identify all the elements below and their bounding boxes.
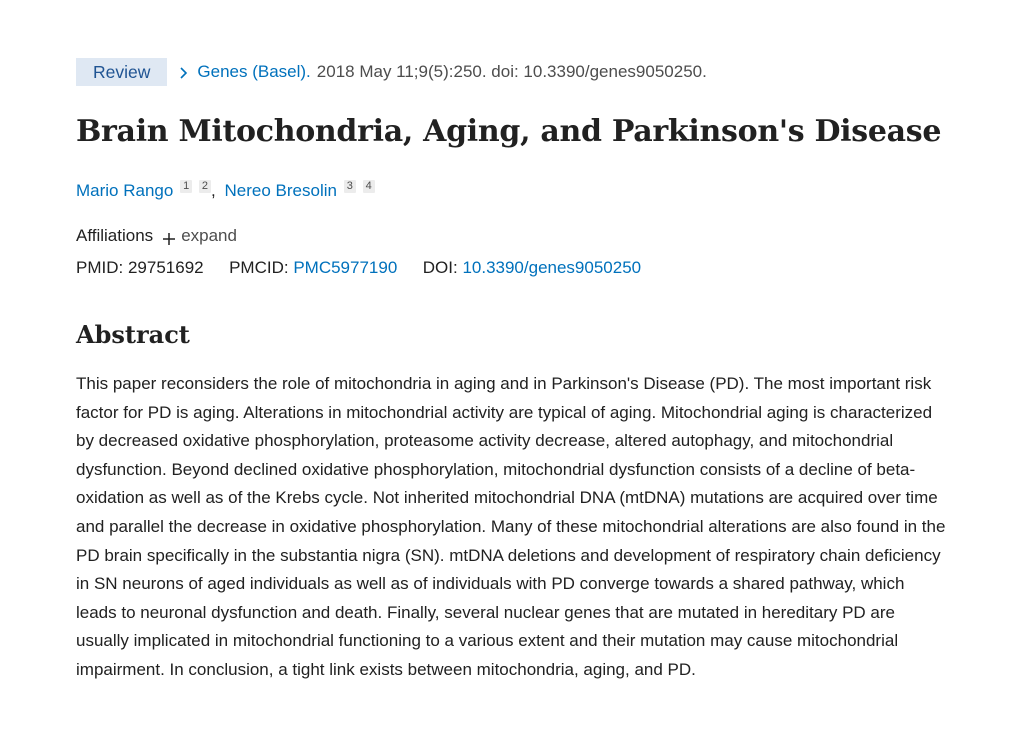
affiliations-label: Affiliations	[76, 226, 154, 245]
author-list	[76, 180, 375, 201]
affiliation-ref-button[interactable]: 1	[180, 180, 192, 193]
pmid-value: 29751692	[127, 258, 204, 277]
journal-link[interactable]: Genes (Basel).	[197, 62, 311, 81]
affiliation-ref-button[interactable]: 2	[199, 180, 211, 193]
affiliation-ref-button[interactable]: 3	[344, 180, 356, 193]
pmcid-label: PMCID:	[229, 258, 289, 277]
author-link[interactable]: Nereo Bresolin	[224, 181, 337, 200]
article-identifiers	[76, 258, 641, 278]
expand-label: expand	[181, 226, 237, 245]
doi-link[interactable]: 10.3390/genes9050250	[462, 258, 642, 277]
affiliations-toggle[interactable]	[76, 226, 237, 246]
publication-type-badge: Review	[76, 58, 167, 86]
article-source-line	[76, 58, 707, 86]
author-separator: ,	[211, 181, 216, 200]
affiliation-ref-button[interactable]: 4	[363, 180, 375, 193]
article-title: Brain Mitochondria, Aging, and Parkinson's Disease	[76, 114, 942, 149]
pmid-label: PMID:	[76, 258, 124, 277]
pmcid-link[interactable]: PMC5977190	[293, 258, 398, 277]
author-link[interactable]: Mario Rango	[76, 181, 174, 200]
abstract-heading: Abstract	[76, 320, 190, 349]
chevron-right-icon	[179, 67, 189, 77]
citation-text: 2018 May 11;9(5):250. doi: 10.3390/genes9050250.	[316, 62, 707, 81]
doi-label: DOI:	[422, 258, 458, 277]
plus-icon	[163, 230, 175, 242]
abstract-text: This paper reconsiders the role of mitochondria in aging and in Parkinson's Disease (PD). The most important risk factor for PD is aging. Alterations in mitochondrial activity are typical of aging. Mitochondrial aging is characterized by decreased oxidative phosphorylation, proteasome activity decrease, altered autophagy, and mitochondrial dysfunction. Beyond declined oxidative phosphorylation, mitochondrial dysfunction consists of a decline of beta-oxidation as well as of the Krebs cycle. Not inherited mitochondrial DNA (mtDNA) mutations are acquired over time and parallel the decrease in oxidative phosphorylation. Many of these mitochondrial alterations are also found in the PD brain specifically in the substantia nigra (SN). mtDNA deletions and development of respiratory chain deficiency in SN neurons of aged individuals as well as of individuals with PD converge towards a shared pathway, which leads to neuronal dysfunction and death. Finally, several nuclear genes that are mutated in hereditary PD are usually implicated in mitochondrial functioning to a various extent and their mutation may cause mitochondrial impairment. In conclusion, a tight link exists between mitochondria, aging, and PD.	[76, 374, 946, 679]
